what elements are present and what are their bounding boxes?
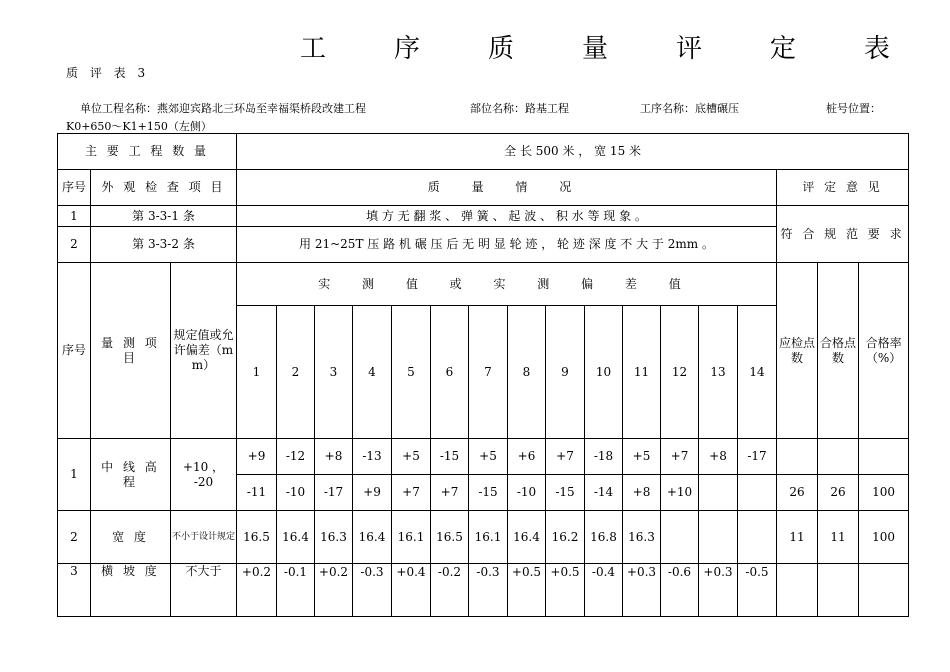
measure-item: 中 线 高 程 bbox=[91, 439, 171, 511]
column-number: 5 bbox=[392, 306, 431, 439]
measured-value: +0.3 bbox=[623, 564, 661, 617]
opinion-value: 符 合 规 范 要 求 bbox=[777, 206, 909, 263]
measured-value: -17 bbox=[738, 439, 777, 475]
title-char: 表 bbox=[863, 34, 890, 64]
measured-value: +8 bbox=[315, 439, 353, 475]
main-qty-value: 全 长 500 米 ， 宽 15 米 bbox=[237, 134, 909, 170]
title-char: 定 bbox=[769, 34, 796, 64]
qualified-value bbox=[818, 564, 859, 617]
station-label: 桩号位置： bbox=[826, 102, 881, 115]
appearance-item: 第 3-3-2 条 bbox=[91, 227, 237, 263]
column-number: 4 bbox=[353, 306, 392, 439]
measured-value: +0.4 bbox=[392, 564, 431, 617]
measured-value bbox=[738, 475, 777, 511]
measured-value: 16.2 bbox=[546, 511, 585, 564]
title-char: 序 bbox=[393, 34, 420, 64]
measured-value: 16.3 bbox=[315, 511, 353, 564]
title-char: 量 bbox=[581, 34, 608, 64]
rate-value bbox=[859, 439, 909, 475]
measure-item-header: 量 测 项 目 bbox=[91, 263, 171, 439]
appearance-seq: 2 bbox=[58, 227, 91, 263]
rate-value: 100 bbox=[859, 511, 909, 564]
measured-value: -11 bbox=[237, 475, 277, 511]
measured-value: -0.3 bbox=[353, 564, 392, 617]
measured-value: +7 bbox=[661, 439, 699, 475]
measured-value: +10 bbox=[661, 475, 699, 511]
measured-value: 16.1 bbox=[392, 511, 431, 564]
measured-value: -15 bbox=[546, 475, 585, 511]
measure-item: 横 坡 度 bbox=[91, 564, 171, 617]
measured-value: +0.5 bbox=[546, 564, 585, 617]
measured-value: +8 bbox=[623, 475, 661, 511]
measure-seq-header: 序号 bbox=[58, 263, 91, 439]
measured-value: +7 bbox=[431, 475, 469, 511]
appearance-desc: 用 21~25T 压 路 机 碾 压 后 无 明 显 轮 迹 ， 轮 迹 深 度 不 大 于 2mm 。 bbox=[237, 227, 777, 263]
measured-value: -17 bbox=[315, 475, 353, 511]
measured-value: -0.2 bbox=[431, 564, 469, 617]
rate-header: 合格率（%） bbox=[859, 263, 909, 439]
should-check-value: 26 bbox=[777, 475, 818, 511]
column-number: 8 bbox=[508, 306, 546, 439]
measured-value: +0.5 bbox=[508, 564, 546, 617]
rate-value bbox=[859, 564, 909, 617]
column-number: 6 bbox=[431, 306, 469, 439]
should-check-value bbox=[777, 564, 818, 617]
form-number: 质 评 表 3 bbox=[66, 66, 150, 80]
measured-value: 16.1 bbox=[469, 511, 508, 564]
measured-value: -14 bbox=[585, 475, 623, 511]
measured-value: 16.4 bbox=[277, 511, 315, 564]
should-check-header: 应检点数 bbox=[777, 263, 818, 439]
rate-value: 100 bbox=[859, 475, 909, 511]
station-value: K0+650～K1+150（左侧） bbox=[66, 120, 212, 133]
measured-value: -10 bbox=[508, 475, 546, 511]
measured-value: -15 bbox=[431, 439, 469, 475]
measured-value: +9 bbox=[237, 439, 277, 475]
measured-value: +5 bbox=[469, 439, 508, 475]
appearance-desc: 填 方 无 翻 浆 、 弹 簧 、 起 波 、 积 水 等 现 象 。 bbox=[237, 206, 777, 227]
measured-value: +0.2 bbox=[237, 564, 277, 617]
column-number: 2 bbox=[277, 306, 315, 439]
measured-value: -12 bbox=[277, 439, 315, 475]
title-char: 质 bbox=[487, 34, 514, 64]
should-check-value: 11 bbox=[777, 511, 818, 564]
measured-value bbox=[661, 511, 699, 564]
measured-value: 16.5 bbox=[237, 511, 277, 564]
measured-value: 16.4 bbox=[353, 511, 392, 564]
tolerance-value: +10 ， -20 bbox=[171, 439, 237, 511]
column-number: 3 bbox=[315, 306, 353, 439]
measured-value: -0.6 bbox=[661, 564, 699, 617]
qualified-value: 26 bbox=[818, 475, 859, 511]
column-number: 11 bbox=[623, 306, 661, 439]
measured-value: +0.2 bbox=[315, 564, 353, 617]
column-number: 12 bbox=[661, 306, 699, 439]
measured-value: -0.1 bbox=[277, 564, 315, 617]
measured-value: -0.5 bbox=[738, 564, 777, 617]
measured-value: +0.3 bbox=[699, 564, 738, 617]
measured-value: +7 bbox=[546, 439, 585, 475]
main-qty-label: 主 要 工 程 数 量 bbox=[58, 134, 237, 170]
appearance-header: 外 观 检 查 项 目 bbox=[91, 170, 237, 206]
measure-seq: 3 bbox=[58, 564, 91, 617]
qualified-value bbox=[818, 439, 859, 475]
appearance-seq: 1 bbox=[58, 206, 91, 227]
appearance-item: 第 3-3-1 条 bbox=[91, 206, 237, 227]
title-char: 评 bbox=[675, 34, 702, 64]
measured-value: +8 bbox=[699, 439, 738, 475]
measured-value: -0.3 bbox=[469, 564, 508, 617]
quality-header: 质 量 情 况 bbox=[237, 170, 777, 206]
should-check-value bbox=[777, 439, 818, 475]
measured-value: -0.4 bbox=[585, 564, 623, 617]
measured-value: -13 bbox=[353, 439, 392, 475]
measure-seq: 1 bbox=[58, 439, 91, 511]
measured-value: +5 bbox=[623, 439, 661, 475]
measured-value: +7 bbox=[392, 475, 431, 511]
measured-value: -15 bbox=[469, 475, 508, 511]
qualified-header: 合格点数 bbox=[818, 263, 859, 439]
measured-value: +5 bbox=[392, 439, 431, 475]
column-number: 10 bbox=[585, 306, 623, 439]
process-name: 工序名称：底槽碾压 bbox=[640, 102, 739, 115]
measured-value: -18 bbox=[585, 439, 623, 475]
column-number: 14 bbox=[738, 306, 777, 439]
measured-value bbox=[699, 511, 738, 564]
measure-seq: 2 bbox=[58, 511, 91, 564]
quality-table bbox=[57, 133, 909, 617]
seq-header: 序号 bbox=[58, 170, 91, 206]
measured-value bbox=[738, 511, 777, 564]
measured-value bbox=[699, 475, 738, 511]
measure-item: 宽 度 bbox=[91, 511, 171, 564]
part-name: 部位名称：路基工程 bbox=[470, 102, 569, 115]
tolerance-value: 不大于 bbox=[171, 564, 237, 617]
measured-value: +6 bbox=[508, 439, 546, 475]
title-char: 工 bbox=[300, 34, 327, 64]
values-title: 实 测 值 或 实 测 偏 差 值 bbox=[237, 263, 777, 306]
measured-value: 16.3 bbox=[623, 511, 661, 564]
column-number: 1 bbox=[237, 306, 277, 439]
column-number: 7 bbox=[469, 306, 508, 439]
measured-value: +9 bbox=[353, 475, 392, 511]
unit-project: 单位工程名称：燕郊迎宾路北三环岛至幸福渠桥段改建工程 bbox=[80, 102, 366, 115]
column-number: 13 bbox=[699, 306, 738, 439]
measured-value: 16.5 bbox=[431, 511, 469, 564]
qualified-value: 11 bbox=[818, 511, 859, 564]
measured-value: 16.4 bbox=[508, 511, 546, 564]
tolerance-header: 规定值或允许偏差（mm） bbox=[171, 263, 237, 439]
column-number: 9 bbox=[546, 306, 585, 439]
measured-value: -10 bbox=[277, 475, 315, 511]
opinion-header: 评 定 意 见 bbox=[777, 170, 909, 206]
tolerance-value: 不小于设计规定 bbox=[171, 511, 237, 564]
page-title bbox=[300, 28, 890, 65]
measured-value: 16.8 bbox=[585, 511, 623, 564]
